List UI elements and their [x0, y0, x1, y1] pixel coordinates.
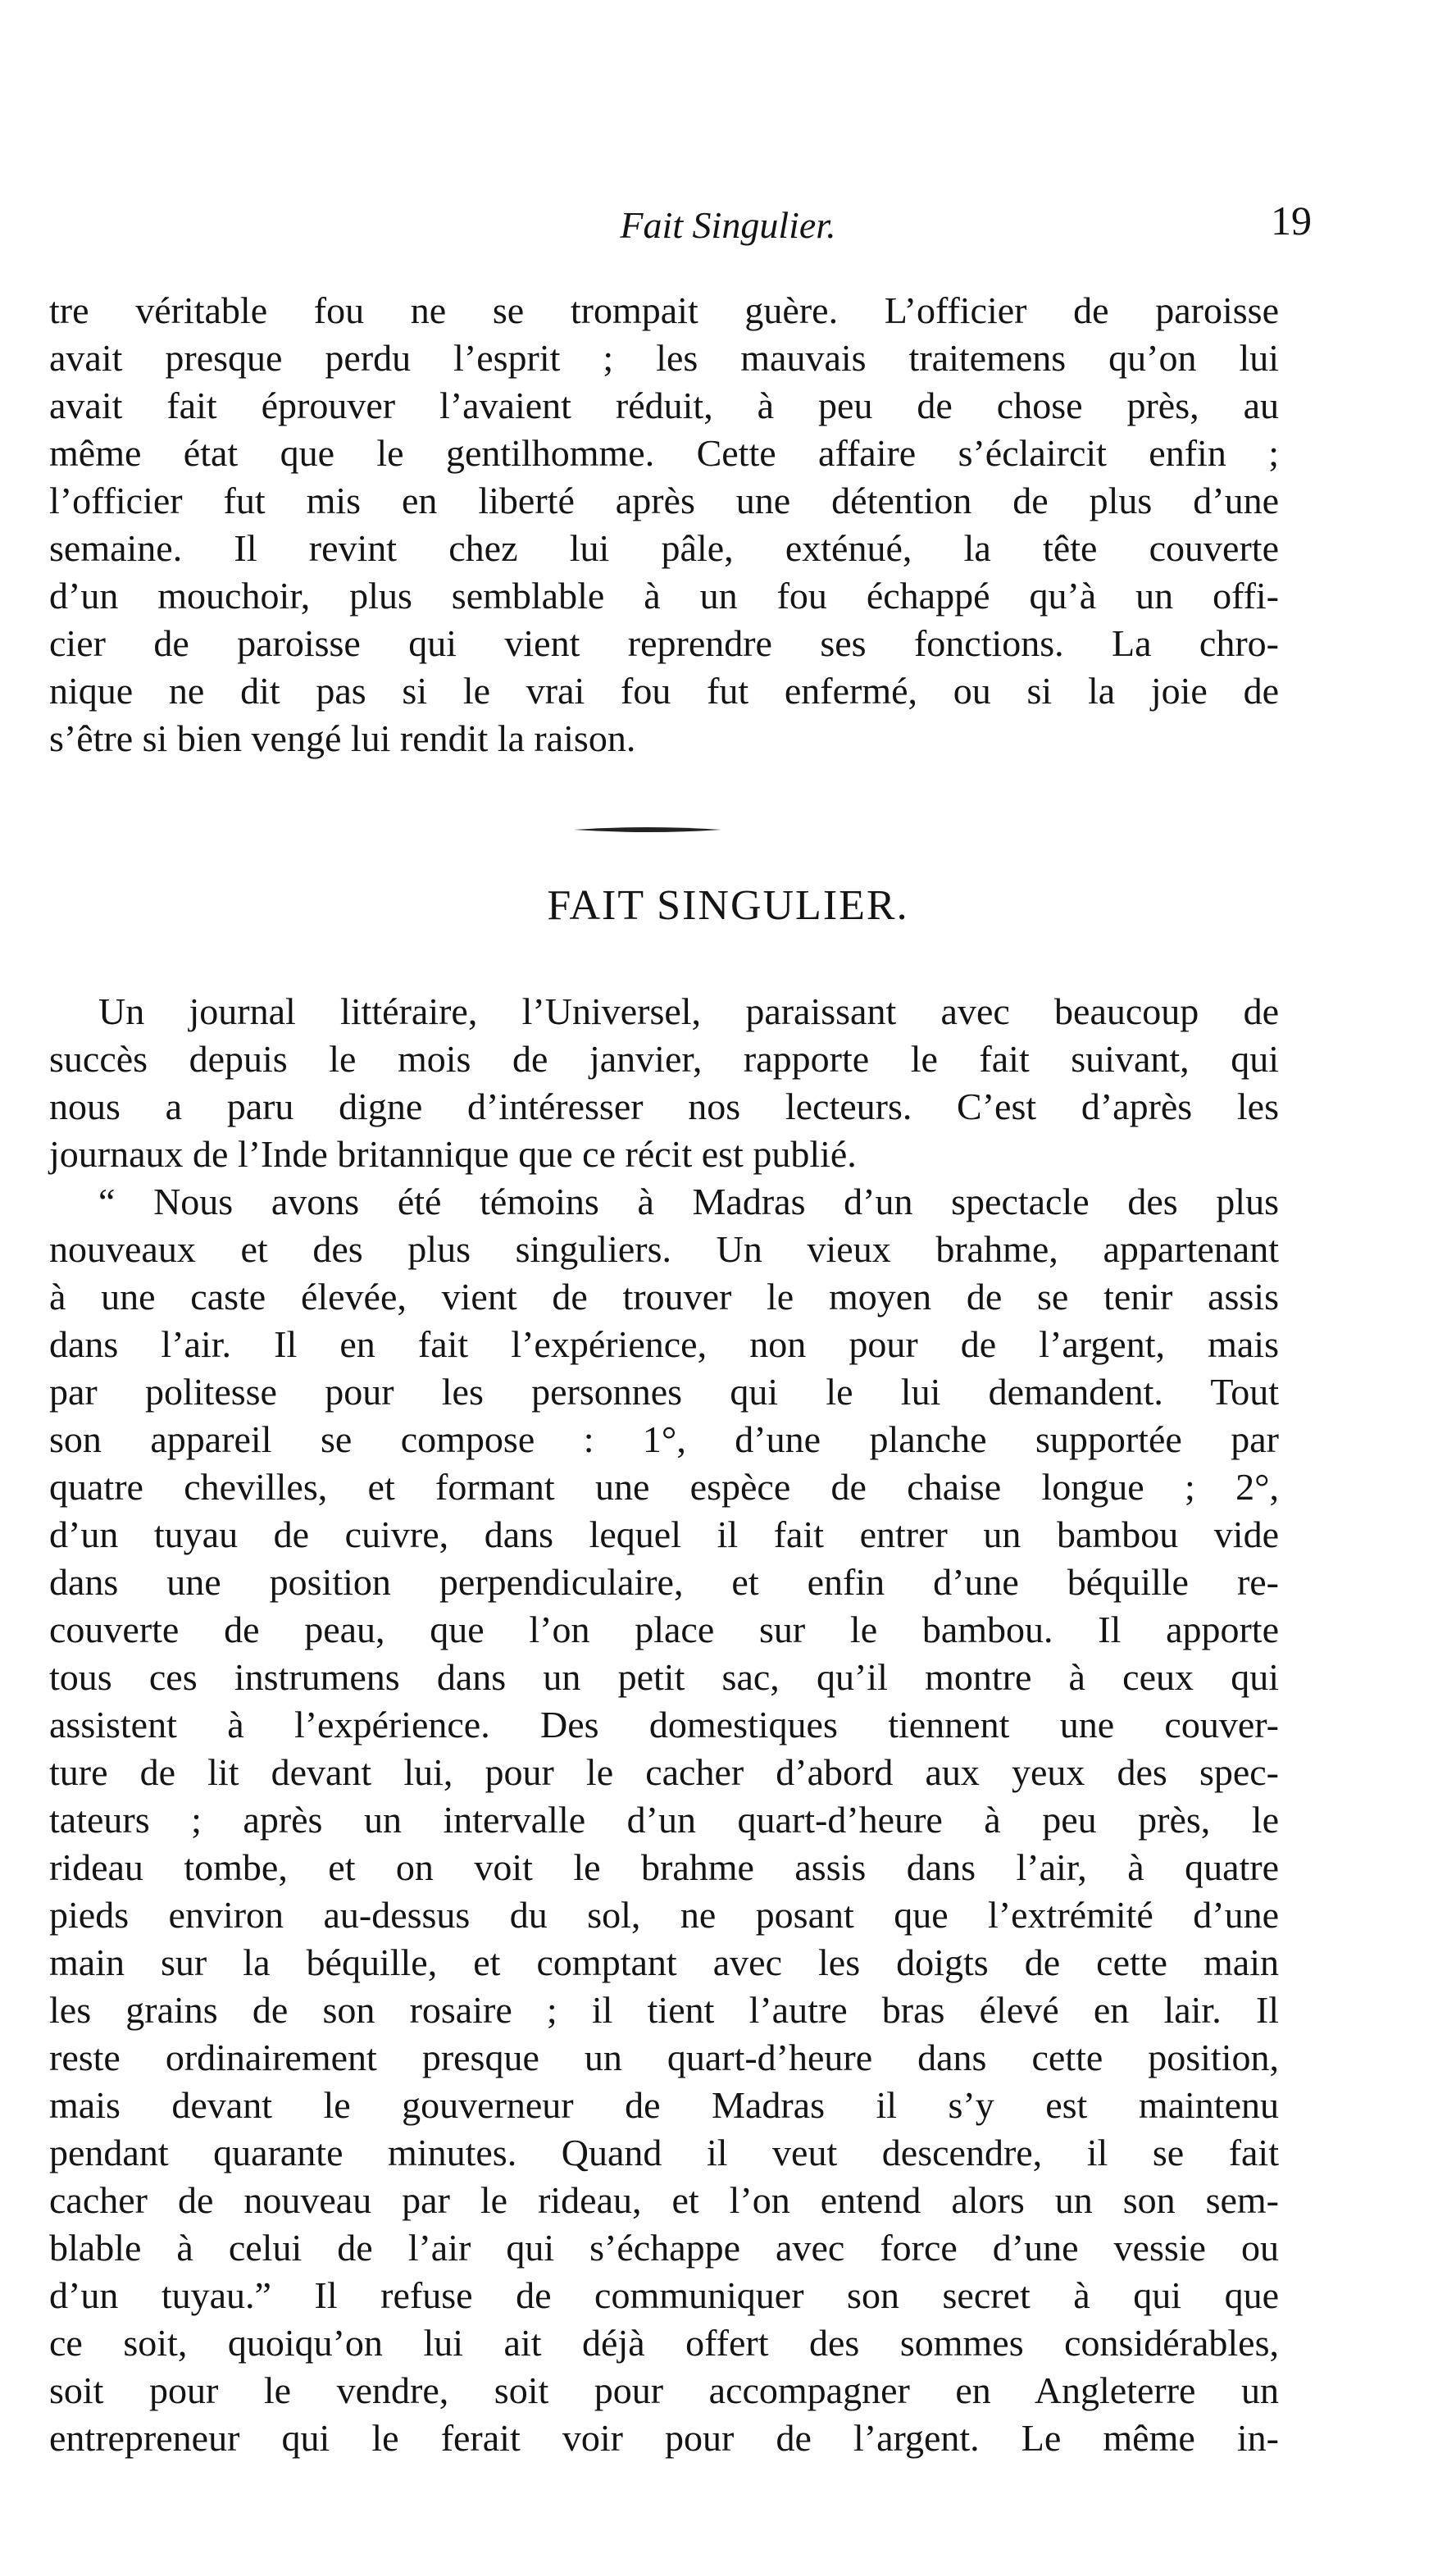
- text-line: nous a paru digne d’intéresser nos lecteurs. C’est d’après les: [49, 1086, 1279, 1127]
- ornament-divider: [574, 826, 721, 834]
- text-line: dans une position perpendiculaire, et enfin d’une béquille re-: [49, 1561, 1279, 1603]
- text-line: nouveaux et des plus singuliers. Un vieux brahme, appartenant: [49, 1228, 1279, 1270]
- text-line: son appareil se compose : 1°, d’une planche supportée par: [49, 1418, 1279, 1460]
- text-line: nique ne dit pas si le vrai fou fut enfermé, ou si la joie de: [49, 670, 1279, 712]
- text-line: Un journal littéraire, l’Universel, paraissant avec beaucoup de: [98, 990, 1279, 1032]
- text-line: ture de lit devant lui, pour le cacher d’abord aux yeux des spec-: [49, 1751, 1279, 1793]
- text-line: s’être si bien vengé lui rendit la raison.: [49, 717, 636, 759]
- text-line: main sur la béquille, et comptant avec les doigts de cette main: [49, 1941, 1279, 1983]
- text-line: d’un tuyau de cuivre, dans lequel il fait entrer un bambou vide: [49, 1513, 1279, 1555]
- running-head: Fait Singulier.: [620, 204, 836, 246]
- text-line: cacher de nouveau par le rideau, et l’on entend alors un son sem-: [49, 2179, 1279, 2221]
- text-line: entrepreneur qui le ferait voir pour de l’argent. Le même in-: [49, 2417, 1279, 2459]
- text-line: dans l’air. Il en fait l’expérience, non pour de l’argent, mais: [49, 1323, 1279, 1365]
- text-line: journaux de l’Inde britannique que ce récit est publié.: [49, 1133, 857, 1175]
- text-line: soit pour le vendre, soit pour accompagner en Angleterre un: [49, 2369, 1279, 2411]
- text-line: d’un mouchoir, plus semblable à un fou échappé qu’à un offi-: [49, 575, 1279, 617]
- text-line: tateurs ; après un intervalle d’un quart-d’heure à peu près, le: [49, 1799, 1279, 1841]
- text-line: rideau tombe, et on voit le brahme assis dans l’air, à quatre: [49, 1846, 1279, 1888]
- text-line: pieds environ au-dessus du sol, ne posant que l’extrémité d’une: [49, 1894, 1279, 1936]
- text-line: reste ordinairement presque un quart-d’heure dans cette position,: [49, 2037, 1279, 2078]
- text-line: semaine. Il revint chez lui pâle, exténué, la tête couverte: [49, 527, 1279, 569]
- text-line: d’un tuyau.” Il refuse de communiquer son secret à qui que: [49, 2274, 1279, 2316]
- text-line: mais devant le gouverneur de Madras il s’y est maintenu: [49, 2084, 1279, 2126]
- text-line: quatre chevilles, et formant une espèce de chaise longue ; 2°,: [49, 1466, 1279, 1508]
- text-line: tous ces instrumens dans un petit sac, qu’il montre à ceux qui: [49, 1656, 1279, 1698]
- text-line: assistent à l’expérience. Des domestiques tiennent une couver-: [49, 1704, 1279, 1745]
- text-line: “ Nous avons été témoins à Madras d’un spectacle des plus: [98, 1181, 1279, 1222]
- page-number: 19: [1271, 198, 1312, 244]
- text-line: succès depuis le mois de janvier, rapporte le fait suivant, qui: [49, 1038, 1279, 1080]
- text-line: tre véritable fou ne se trompait guère. L’officier de paroisse: [49, 289, 1279, 331]
- text-line: cier de paroisse qui vient reprendre ses fonctions. La chro-: [49, 622, 1279, 664]
- text-line: l’officier fut mis en liberté après une détention de plus d’une: [49, 480, 1279, 521]
- section-title: FAIT SINGULIER.: [547, 882, 909, 929]
- text-line: par politesse pour les personnes qui le lui demandent. Tout: [49, 1371, 1279, 1413]
- text-line: blable à celui de l’air qui s’échappe avec force d’une vessie ou: [49, 2227, 1279, 2269]
- text-line: avait presque perdu l’esprit ; les mauvais traitemens qu’on lui: [49, 337, 1279, 379]
- text-line: couverte de peau, que l’on place sur le bambou. Il apporte: [49, 1609, 1279, 1650]
- text-line: les grains de son rosaire ; il tient l’autre bras élevé en lair. Il: [49, 1989, 1279, 2031]
- text-line: avait fait éprouver l’avaient réduit, à peu de chose près, au: [49, 385, 1279, 426]
- text-line: à une caste élevée, vient de trouver le moyen de se tenir assis: [49, 1276, 1279, 1318]
- text-line: même état que le gentilhomme. Cette affaire s’éclaircit enfin ;: [49, 432, 1279, 474]
- text-line: pendant quarante minutes. Quand il veut descendre, il se fait: [49, 2132, 1279, 2173]
- text-line: ce soit, quoiqu’on lui ait déjà offert des sommes considérables,: [49, 2322, 1279, 2364]
